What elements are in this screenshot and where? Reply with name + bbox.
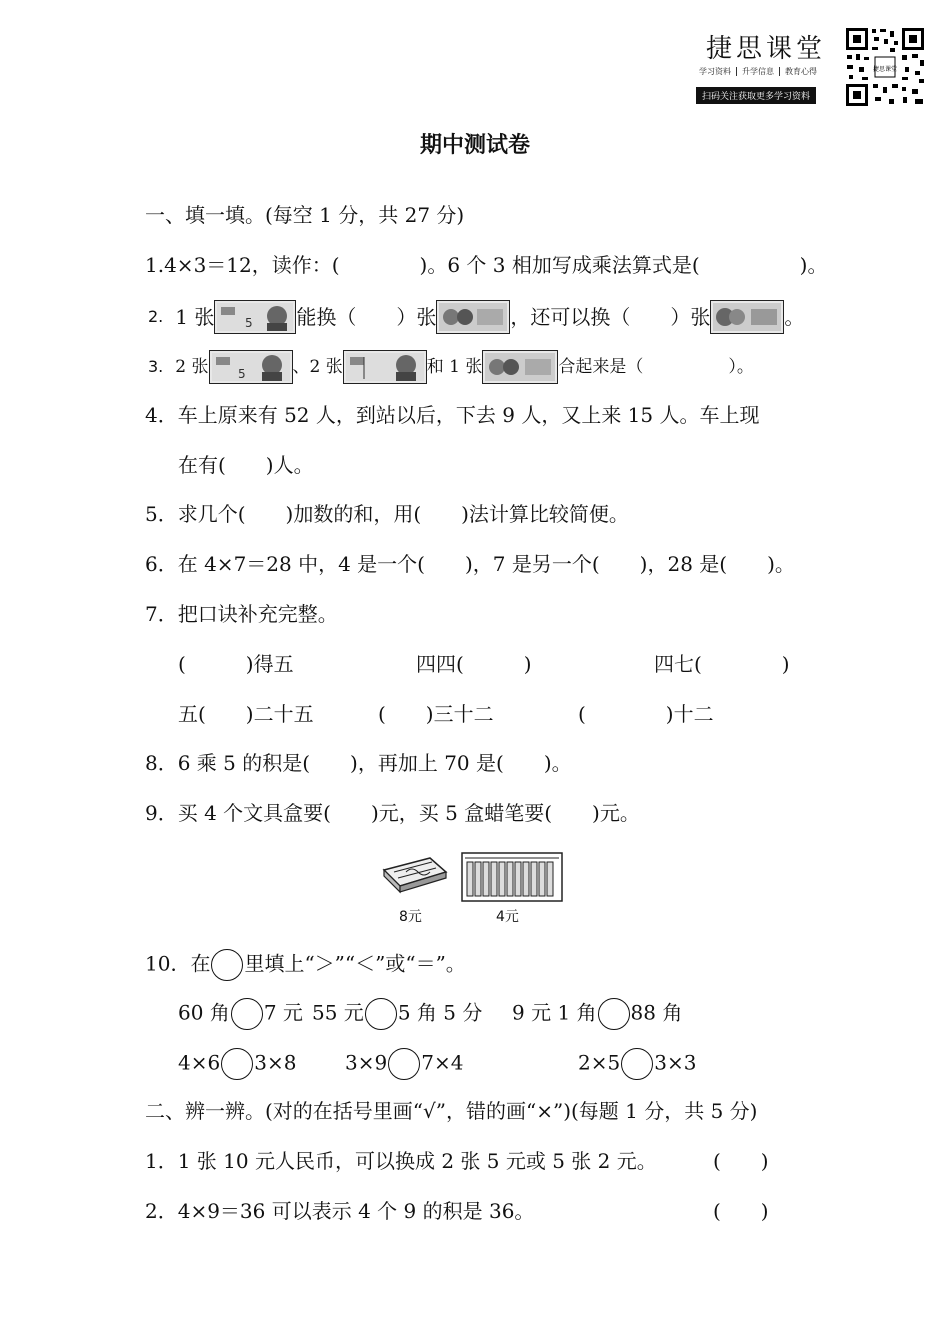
question-7: 7．把口诀补充完整。 [145,602,338,626]
answer-circle[interactable] [598,998,630,1030]
compare-right: 3×3 [654,1050,697,1075]
banknote-2yuan-image [436,300,510,334]
q2-text-2: 能换（ ）张 [296,305,437,329]
banknote-5yuan-icon [215,301,295,333]
compare-right: 5 角 5 分 [397,1000,483,1025]
answer-circle[interactable] [231,998,263,1030]
question-8: 8．6 乘 5 的积是( )，再加上 70 是( )。 [145,751,572,775]
compare-right: 88 角 [630,1000,683,1025]
banknote-1yuan-image [710,300,784,334]
section2-heading: 二、辨一辨。(对的在括号里画“√”，错的画“×”)(每题 1 分，共 5 分) [145,1099,758,1123]
qr-logo: 捷思课堂 [872,66,898,73]
q3-number: 3. [148,357,164,376]
q7-r1-item-2: 四四( ) [416,652,532,676]
brand-tags [694,66,822,77]
section1-heading: 一、填一填。(每空 1 分，共 27 分) [145,203,465,227]
compare-left: 55 元 [312,1000,364,1025]
answer-circle[interactable] [365,998,397,1030]
qr-code-icon [845,27,925,107]
q3-text-4: 合起来是（ ）。 [558,357,754,377]
question-9: 9．买 4 个文具盒要( )元，买 5 盒蜡笔要( )元。 [145,801,640,825]
compare-left: 9 元 1 角 [512,1000,597,1025]
question-4-line-2: 在有( )人。 [178,453,314,477]
compare-left: 2×5 [578,1050,621,1075]
q10-r2-item-2 [345,1048,463,1080]
pencil-box-image [380,852,450,898]
tag-edu: 教育心得 [785,67,817,76]
tag-study: 学习资料 [694,67,737,76]
question-10 [145,949,466,981]
banknote-1yuan-image-b [343,350,427,384]
q2-text-1: 1 张 [175,305,215,329]
question-2 [148,300,804,334]
q7-r2-item-1: 五( )二十五 [178,702,314,726]
compare-left: 4×6 [178,1050,221,1075]
banknote-1yuan-icon [344,351,426,383]
question-3 [148,350,754,384]
pencil-box-price: 8元 [399,909,422,925]
question-1: 1.4×3＝12，读作：( )。6 个 3 相加写成乘法算式是( )。 [145,253,828,277]
q2-text-3: ，还可以换（ ）张 [510,305,711,329]
compare-right: 7×4 [421,1050,464,1075]
crayon-box-price: 4元 [496,909,519,925]
banknote-5yuan-image-a [209,350,293,384]
q3-text-3: 和 1 张 [426,357,483,377]
svg-text:5: 5 [245,316,253,330]
compare-left: 60 角 [178,1000,230,1025]
crayon-box-image [461,852,563,902]
banknote-2yuan-image-c [482,350,558,384]
tag-exam: 升学信息 [737,67,780,76]
judge-item-1-text: 1．1 张 10 元人民币，可以换成 2 张 5 元或 5 张 2 元。 [145,1149,657,1173]
question-5: 5．求几个( )加数的和，用( )法计算比较简便。 [145,502,629,526]
banknote-1yuan-icon [711,301,783,333]
q10-r2-item-3 [578,1048,696,1080]
qr-banner: 扫码关注获取更多学习资料 [696,87,816,104]
q10-r2-item-1 [178,1048,296,1080]
banknote-2yuan-icon [437,301,509,333]
answer-circle[interactable] [221,1048,253,1080]
q7-r2-item-2: ( )三十二 [378,702,494,726]
compare-left: 3×9 [345,1050,388,1075]
answer-circle[interactable] [621,1048,653,1080]
qr-code[interactable] [845,27,925,107]
answer-circle[interactable] [388,1048,420,1080]
q10-tail: 里填上“＞”“＜”或“＝”。 [244,951,466,976]
q2-text-4: 。 [784,305,805,329]
svg-text:5: 5 [237,367,246,381]
q10-lead: 10．在 [145,951,211,976]
banknote-5yuan-image [214,300,296,334]
page-title: 期中测试卷 [419,133,530,158]
question-6: 6．在 4×7＝28 中，4 是一个( )，7 是另一个( )，28 是( )。 [145,552,795,576]
judge-item-2-text: 2．4×9＝36 可以表示 4 个 9 的积是 36。 [145,1199,535,1223]
q10-r1-item-1 [178,998,303,1030]
q7-r1-item-1: ( )得五 [178,652,294,676]
crayon-box-icon [461,852,563,902]
brand-title: 捷思课堂 [706,34,827,64]
q3-text-1: 2 张 [175,357,209,377]
q7-r2-item-3: ( )十二 [578,702,714,726]
compare-right: 7 元 [263,1000,303,1025]
pencil-box-icon [380,852,450,898]
banknote-5yuan-icon [210,351,292,383]
question-4-line-1: 4．车上原来有 52 人，到站以后，下去 9 人，又上来 15 人。车上现 [145,403,760,427]
compare-right: 3×8 [254,1050,297,1075]
q7-r1-item-3: 四七( ) [654,652,790,676]
q10-r1-item-2 [312,998,482,1030]
q3-text-2: 、2 张 [292,357,343,377]
answer-circle[interactable] [211,949,243,981]
q10-r1-item-3 [512,998,682,1030]
judge-item-1-blank[interactable]: ( ) [713,1149,769,1173]
banknote-2yuan-icon [483,351,557,383]
judge-item-2-blank[interactable]: ( ) [713,1199,769,1223]
q2-number: 2. [148,307,164,326]
